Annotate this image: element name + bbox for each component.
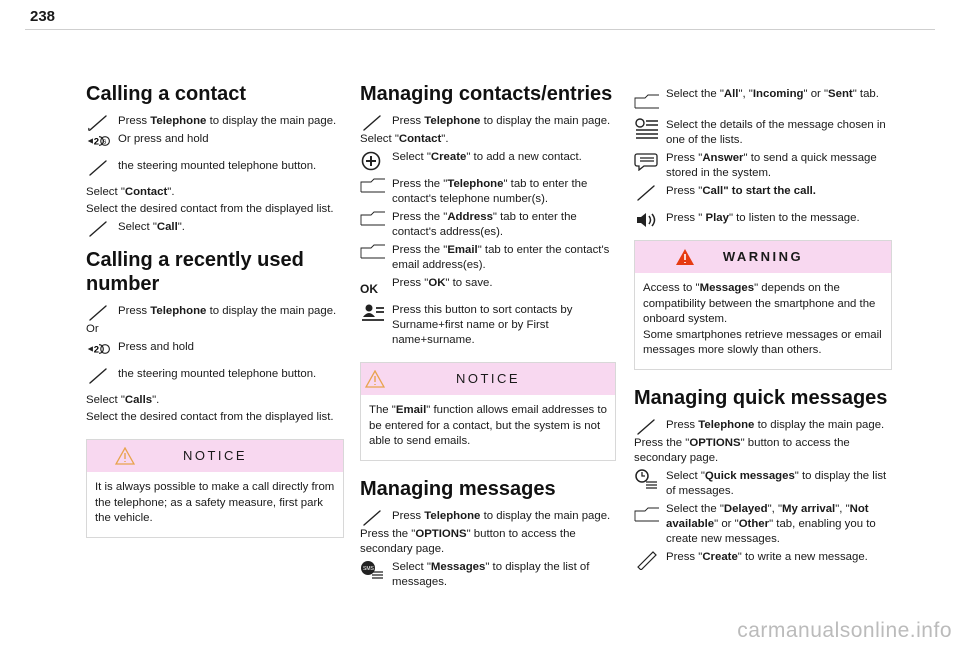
header-divider: [25, 29, 935, 30]
finger-tap-icon: [86, 304, 112, 322]
finger-tap-icon: [634, 418, 660, 436]
step-select-tab: Select the "All", "Incoming" or "Sent" tab.: [634, 87, 892, 102]
column-2: [360, 82, 616, 593]
column-3: [634, 84, 892, 568]
step-save: OK Press "OK" to save.: [360, 276, 616, 291]
steering-wheel-button-icon: [86, 340, 112, 358]
step-press-telephone-2: Press Telephone to display the main page.: [360, 509, 616, 524]
step-quick-messages: Select "Quick messages" to display the list of messages.: [634, 469, 892, 499]
notice-body: The "Email" function allows email addresses to be entered for a contact, but the system is not able to send emails.: [369, 404, 607, 447]
tab-icon: [360, 243, 386, 261]
svg-text:SMS: SMS: [363, 565, 374, 572]
step-answer: Press "Answer" to send a quick message stored in the system.: [634, 151, 892, 181]
step-steering-button-2: the steering mounted telephone button.: [86, 367, 344, 382]
notice-box: [86, 439, 344, 538]
step-create-contact: Select "Create" to add a new contact.: [360, 150, 616, 165]
step-select-details: Select the details of the message chosen in one of the lists.: [634, 118, 892, 148]
notice-body: It is always possible to make a call directly from the telephone; as a safety measure, first park the vehicle.: [95, 481, 335, 524]
heading-managing-contacts: Managing contacts/entries: [360, 83, 613, 105]
tab-icon: [634, 506, 660, 524]
step-select-delayed: Select the "Delayed", "My arrival", "Not available" or "Other" tab, enabling you to create new messages.: [634, 502, 892, 547]
step-email-tab: Press the "Email" tab to enter the contact's email address(es).: [360, 243, 616, 273]
warning-body: Access to "Messages" depends on the compatibility between the smartphone and the onboard system. Some smartphones retrieve messages or email messages more slowly than others.: [643, 282, 882, 356]
select-contact-text: Select "Contact".: [86, 186, 175, 198]
sort-contacts-icon: [360, 303, 386, 323]
pencil-icon: [634, 550, 660, 570]
warning-triangle-icon: [675, 248, 695, 266]
finger-tap-icon: [360, 509, 386, 527]
step-press-telephone-2: Press Telephone to display the main page.: [86, 304, 344, 319]
svg-text:2: 2: [93, 136, 100, 148]
heading-managing-messages: Managing messages: [360, 477, 556, 500]
finger-tap-icon: [634, 184, 660, 202]
quick-message-icon: [634, 469, 660, 491]
page-number: 238: [30, 8, 56, 25]
watermark: carmanualsonline.info: [737, 619, 952, 642]
step-address-tab: Press the "Address" tab to enter the contact's address(es).: [360, 210, 616, 240]
finger-tap-icon: [86, 114, 112, 132]
select-contact-list-text-2: Select the desired contact from the displayed list.: [86, 411, 334, 423]
tab-icon: [360, 210, 386, 228]
sms-messages-icon: [360, 560, 386, 582]
step-select-messages: SMS Select "Messages" to display the list of messages.: [360, 560, 616, 590]
warning-triangle-icon: [115, 447, 135, 465]
warning-header: WARNING: [635, 241, 891, 273]
steering-wheel-button-icon: [86, 132, 112, 150]
svg-text:s: s: [102, 138, 107, 146]
notice-header: NOTICE: [87, 440, 343, 472]
step-telephone-tab: Press the "Telephone" tab to enter the contact's telephone number(s).: [360, 177, 616, 207]
step-press-hold-2: 2 Press and hold: [86, 340, 344, 355]
step-play: Press " Play" to listen to the message.: [634, 211, 892, 226]
step-steering-button: the steering mounted telephone button.: [86, 159, 344, 174]
finger-tap-icon: [86, 367, 112, 385]
select-contact-list-text: Select the desired contact from the displayed list.: [86, 203, 334, 215]
svg-text:2: 2: [93, 344, 100, 356]
heading-calling-recent: Calling a recently used number: [86, 249, 304, 295]
options-text: Press the "OPTIONS" button to access the secondary page.: [360, 527, 576, 555]
tab-icon: [360, 177, 386, 195]
finger-tap-icon: [86, 159, 112, 177]
message-details-icon: [634, 118, 660, 140]
select-contact-text: Select "Contact".: [360, 133, 449, 145]
step-sort-contacts: Press this button to sort contacts by Surname+first name or by First name+surname.: [360, 303, 616, 348]
options-text: Press the "OPTIONS" button to access the secondary page.: [634, 436, 850, 464]
add-circle-icon: [360, 150, 386, 172]
notice-box: [360, 362, 616, 461]
select-calls-text: Select "Calls".: [86, 394, 160, 406]
step-press-telephone: Press Telephone to display the main page.: [360, 114, 616, 129]
ok-icon: OK: [360, 282, 378, 296]
finger-tap-icon: [360, 114, 386, 132]
notice-header: NOTICE: [361, 363, 615, 395]
speaker-icon: [634, 211, 660, 229]
tab-icon: [634, 93, 660, 111]
answer-message-icon: [634, 151, 660, 171]
step-press-telephone: Press Telephone to display the main page.: [86, 114, 344, 129]
finger-tap-icon: [86, 220, 112, 238]
step-press-hold: 2 s Or press and hold: [86, 132, 344, 147]
column-1: [86, 82, 344, 538]
or-text: Or: [86, 323, 99, 335]
step-create-message: Press "Create" to write a new message.: [634, 550, 892, 565]
heading-quick-messages: Managing quick messages: [634, 386, 888, 409]
step-press-telephone: Press Telephone to display the main page.: [634, 418, 892, 433]
step-call: Press "Call" to start the call.: [634, 184, 892, 199]
warning-box: [634, 240, 892, 370]
warning-triangle-icon: [365, 370, 385, 388]
heading-calling-contact: Calling a contact: [86, 83, 247, 105]
step-select-call: Select "Call".: [86, 220, 344, 235]
